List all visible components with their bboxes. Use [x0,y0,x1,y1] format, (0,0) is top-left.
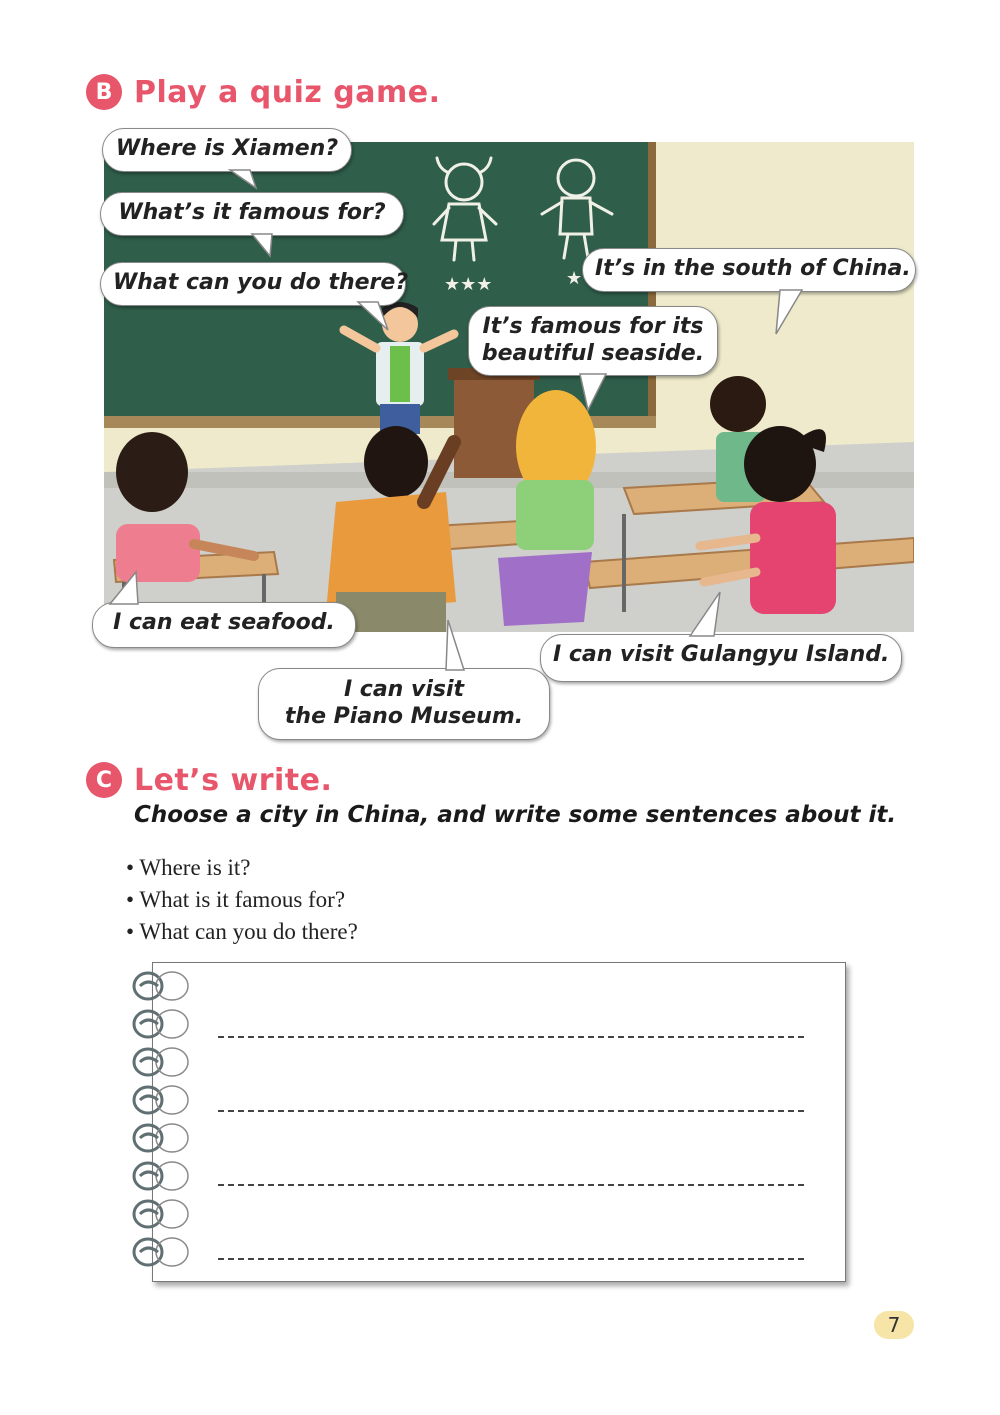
bubble-piano-line-1: I can visit [343,677,465,702]
bubble-famous-line-2: beautiful seaside. [481,341,705,366]
section-b-title: Play a quiz game. [134,74,441,110]
section-c-heading [86,762,332,798]
bubble-famous-line-1: It’s famous for its [482,314,704,339]
bubble-whats-it-famous-for: What’s it famous for? [100,192,404,236]
notebook-writing-area[interactable] [152,962,846,1282]
bubble-piano-line-2: the Piano Museum. [284,704,524,729]
page-number: 7 [874,1311,914,1339]
bubble-visit-gulangyu-island: I can visit Gulangyu Island. [540,634,902,682]
writing-line-1[interactable] [218,1036,804,1038]
bubble-eat-seafood: I can eat seafood. [92,602,356,648]
prompt-item: • What can you do there? [126,916,358,948]
spiral-binding-icon [126,968,196,1280]
svg-text:★: ★ [566,268,583,289]
prompt-item: • Where is it? [126,852,358,884]
bubble-what-can-you-do-there: What can you do there? [100,262,406,306]
bubble-where-is-xiamen: Where is Xiamen? [102,128,352,172]
writing-line-3[interactable] [218,1184,804,1186]
writing-line-4[interactable] [218,1258,804,1260]
writing-instruction: Choose a city in China, and write some sentences about it. [134,802,897,828]
bubble-south-of-china: It’s in the south of China. [582,248,916,292]
prompt-item: • What is it famous for? [126,884,358,916]
section-b-badge: B [86,74,122,110]
section-c-title: Let’s write. [134,762,333,798]
prompt-list [126,852,358,948]
svg-text:★★★: ★★★ [444,274,493,295]
writing-line-2[interactable] [218,1110,804,1112]
section-c-badge: C [86,762,122,798]
